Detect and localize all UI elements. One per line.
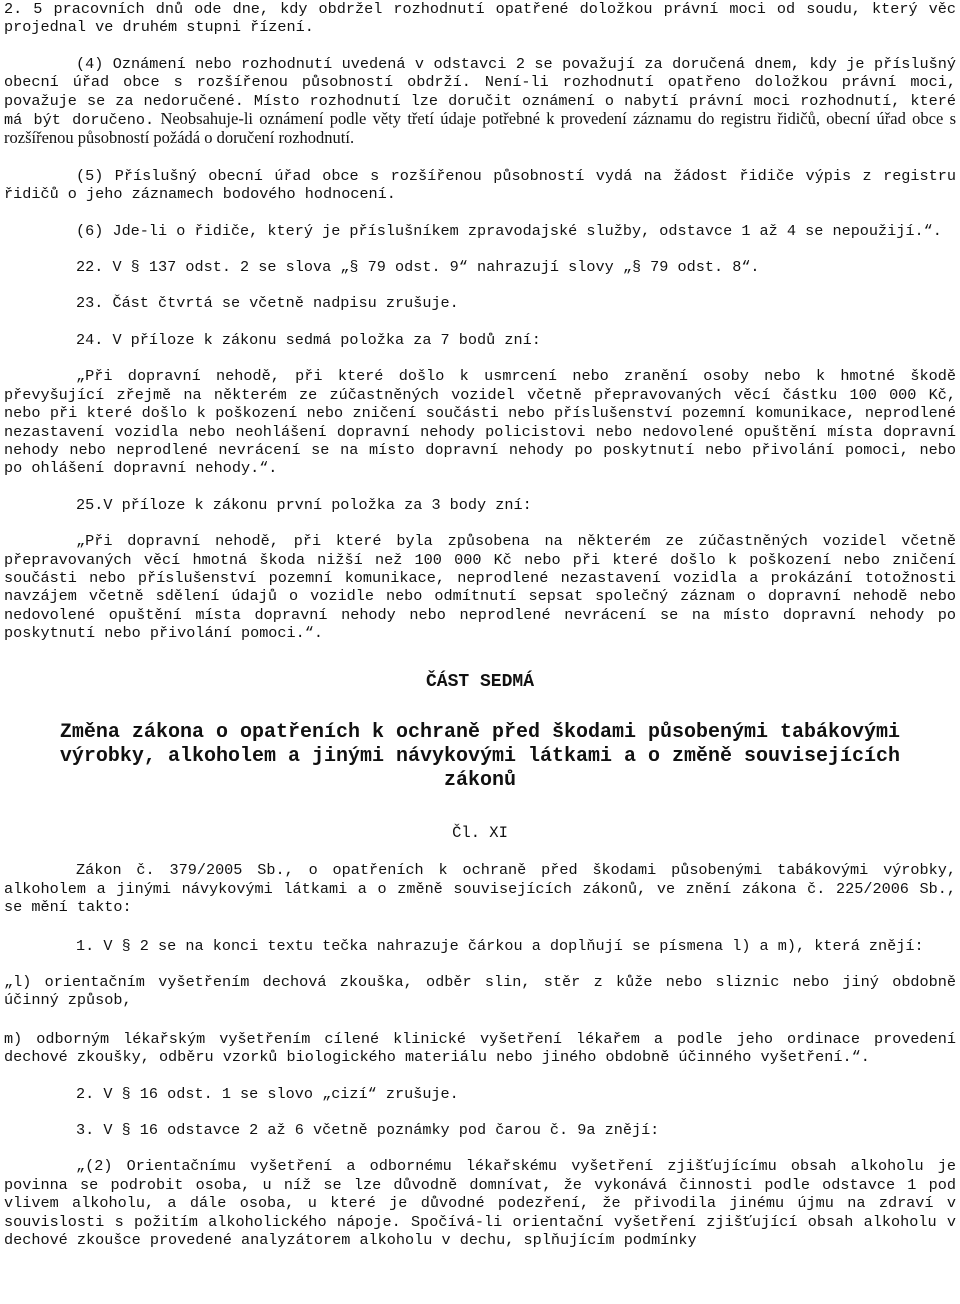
- change-point-1: 1. V § 2 se na konci textu tečka nahrazuje čárkou a doplňují se písmena l) a m), která znějí:: [76, 936, 924, 955]
- law-title-heading: Změna zákona o opatřeních k ochraně před škodami působenými tabákovými výrobky, alkoholem a jinými návykovými látkami a o změně souvisejících zákonů: [59, 720, 901, 792]
- paragraph-section-6: (6) Jde-li o řidiče, který je příslušníkem zpravodajské služby, odstavce 1 až 4 se nepoužijí.“.: [76, 221, 942, 240]
- amendment-point-24: 24. V příloze k zákonu sedmá položka za 7 bodů zní:: [76, 330, 541, 349]
- paragraph-item-2: 2. 5 pracovních dnů ode dne, kdy obdržel rozhodnutí opatřené doložkou právní moci od soudu, který věc projednal ve druhém stupni řízení.: [4, 0, 956, 37]
- amendment-point-24-text: „Při dopravní nehodě, při které došlo k usmrcení nebo zranění osoby nebo k hmotné škodě převyšující zřejmě na některém ze zúčastněných vozidel včetně přepravovaných věcí částku 100 000 Kč, nebo při které došlo k poškození nebo zničení součásti nebo příslušenství pozemní komunikace, neprodlené nezastavení vozidla nebo neohlášení dopravní nehody policistovi nebo nedovolené opuštění místa dopravní nehody nebo neprodlené nevrácení se na místo dopravní nehody po poskytnutí nebo přivolání pomoci, nebo po ohlášení dopravní nehody.“.: [4, 367, 956, 478]
- change-point-2: 2. V § 16 odst. 1 se slovo „cizí“ zrušuje.: [76, 1084, 459, 1103]
- amendment-point-23: 23. Část čtvrtá se včetně nadpisu zrušuje.: [76, 294, 459, 313]
- amendment-point-25: 25.V příloze k zákonu první položka za 3 body zní:: [76, 495, 532, 514]
- paragraph-section-5: (5) Příslušný obecní úřad obce s rozšířenou působností vydá na žádost řidiče výpis z registru řidičů o jeho záznamech bodového hodnocení.: [4, 166, 956, 204]
- paragraph-section-4: [4, 55, 956, 149]
- letter-l-definition: „l) orientačním vyšetřením dechová zkouška, odběr slin, stěr z kůže nebo sliznic nebo jiný obdobně účinný způsob,: [4, 973, 956, 1010]
- law-intro-paragraph: Zákon č. 379/2005 Sb., o opatřeních k ochraně před škodami působenými tabákovými výrobky, alkoholem a jinými návykovými látkami a o změně souvisejících zákonů, ve znění zákona č. 225/2006 Sb., se mění takto:: [4, 861, 956, 917]
- change-point-3: 3. V § 16 odstavce 2 až 6 včetně poznámky pod čarou č. 9a znějí:: [76, 1121, 660, 1140]
- section-16-paragraph-2: „(2) Orientačnímu vyšetření a odbornému lékařskému vyšetření zjišťujícímu obsah alkoholu je povinna se podrobit osoba, u níž se lze důvodně domnívat, že vykonává činnosti podle odstavce 1 pod vlivem alkoholu, a dále osoba, u které je důvodné podezření, že přivodila jinému újmu na zdraví v souvislosti s požitím alkoholického nápoje. Spočívá-li orientační vyšetření zjišťující obsah alkoholu v dechové zkoušce provedené analyzátorem alkoholu v dechu, splňujícím podmínky: [4, 1157, 956, 1250]
- amendment-point-22: 22. V § 137 odst. 2 se slova „§ 79 odst. 9“ nahrazují slovy „§ 79 odst. 8“.: [76, 258, 760, 277]
- article-heading: Čl. XI: [452, 823, 508, 842]
- amendment-point-25-text: „Při dopravní nehodě, při které byla způsobena na některém ze zúčastněných vozidel včetně přepravovaných věcí hmotná škoda nižší než 100 000 Kč nebo při které došlo k poškození nebo zničení součásti nebo příslušenství pozemní komunikace, neprodlené nezastavení vozidla a prokázání totožnosti navzájem včetně sdělení údajů o vozidle nebo odmítnutí sepsat společný záznam o dopravní nehodě nebo nedovolené opuštění místa dopravní nehody nebo neprodlené nevrácení se na místo dopravní nehody po poskytnutí nebo přivolání pomoci.“.: [4, 532, 956, 643]
- paragraph-section-4-part2: Neobsahuje-li oznámení podle věty třetí údaje potřebné k provedení záznamu do registru řidičů, obecní úřad obce s rozšířenou působností požádá o doručení rozhodnutí.: [4, 109, 957, 148]
- letter-m-definition: m) odborným lékařským vyšetřením cílené klinické vyšetření lékařem a podle jeho ordinace provedení dechové zkoušky, odběru vzorků biologického materiálu nebo jiného obdobně účinného vyšetření.“.: [4, 1029, 956, 1067]
- document-page: [4, 0, 956, 1249]
- part-heading: ČÁST SEDMÁ: [425, 671, 535, 692]
- paragraph-section-4-part1: (4) Oznámení nebo rozhodnutí uvedená v odstavci 2 se považují za doručená dnem, kdy je příslušný obecní úřad obce s rozšířenou působností obdrží. Není-li rozhodnutí opatřeno doložkou právní moci, považuje se za nedoručené. Místo rozhodnutí lze doručit oznámení o nabytí právní moci rozhodnutí, které má být doručeno.: [4, 54, 956, 130]
